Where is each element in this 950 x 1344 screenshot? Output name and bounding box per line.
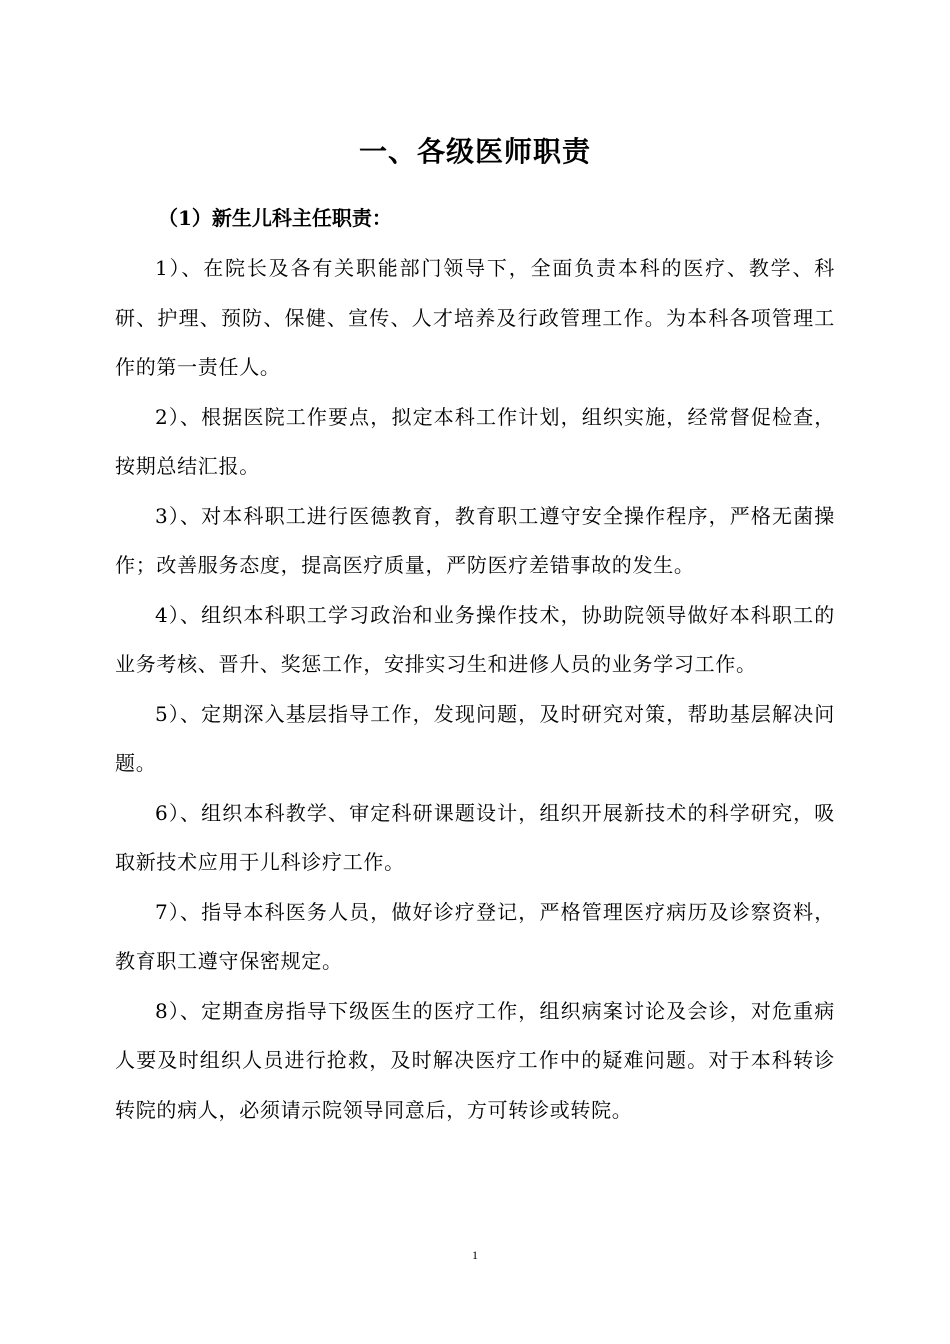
page-number: 1 <box>472 1248 478 1262</box>
section-heading: （1）新生儿科主任职责： <box>158 206 392 230</box>
document-body <box>115 244 835 1135</box>
paragraph-6: 6）、组织本科教学、审定科研课题设计，组织开展新技术的科学研究，吸取新技术应用于儿科诊疗工作。 <box>115 800 835 874</box>
paragraph-2: 2）、根据医院工作要点，拟定本科工作计划，组织实施，经常督促检查，按期总结汇报。 <box>115 404 835 478</box>
paragraph-7: 7）、指导本科医务人员，做好诊疗登记，严格管理医疗病历及诊察资料，教育职工遵守保密规定。 <box>115 899 835 973</box>
page-title: 一、各级医师职责 <box>358 135 591 168</box>
paragraph-1: 1）、在院长及各有关职能部门领导下，全面负责本科的医疗、教学、科研、护理、预防、保健、宣传、人才培养及行政管理工作。为本科各项管理工作的第一责任人。 <box>115 256 835 379</box>
paragraph-4: 4）、组织本科职工学习政治和业务操作技术，协助院领导做好本科职工的业务考核、晋升、奖惩工作，安排实习生和进修人员的业务学习工作。 <box>115 602 835 676</box>
paragraph-8: 8）、定期查房指导下级医生的医疗工作，组织病案讨论及会诊，对危重病人要及时组织人员进行抢救，及时解决医疗工作中的疑难问题。对于本科转诊转院的病人，必须请示院领导同意后，方可转诊或转院。 <box>115 998 835 1122</box>
paragraph-5: 5）、定期深入基层指导工作，发现问题，及时研究对策，帮助基层解决问题。 <box>115 701 835 775</box>
paragraph-3: 3）、对本科职工进行医德教育，教育职工遵守安全操作程序，严格无菌操作；改善服务态度，提高医疗质量，严防医疗差错事故的发生。 <box>115 503 835 577</box>
